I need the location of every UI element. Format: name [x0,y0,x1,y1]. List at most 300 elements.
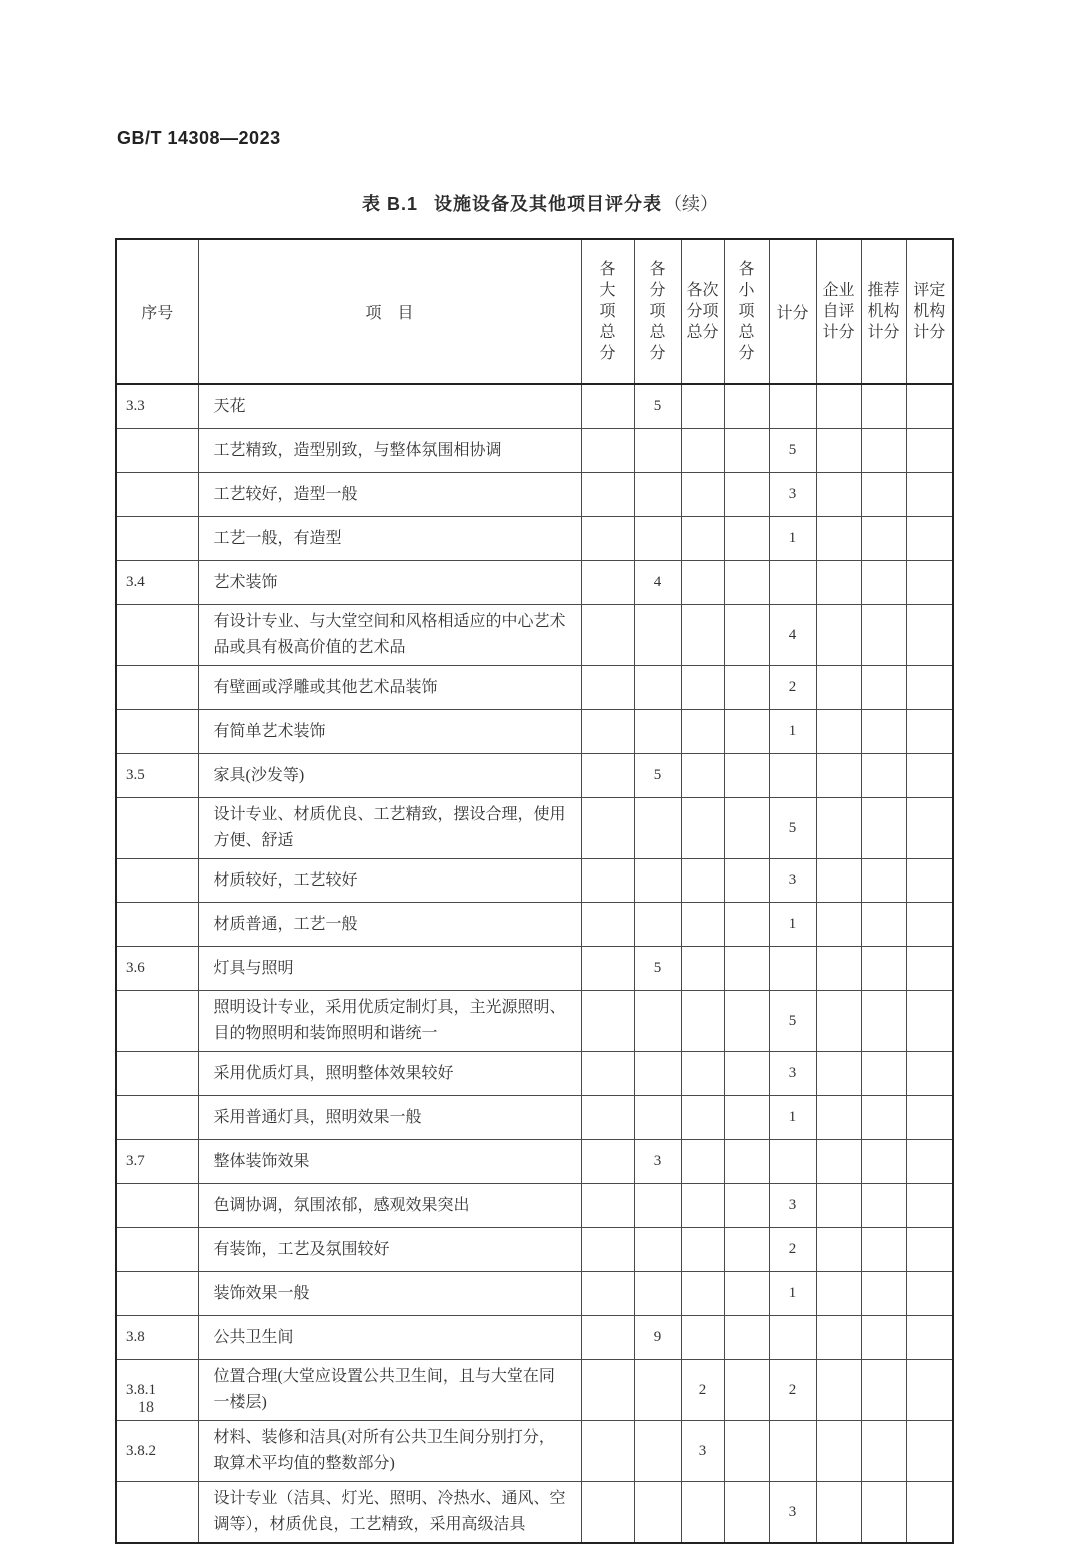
cell-major-total [581,473,634,517]
cell-assessment [906,473,953,517]
cell-minor-total [724,384,769,429]
cell-subsub-total [681,1140,724,1184]
cell-minor-total [724,754,769,798]
cell-assessment [906,517,953,561]
col-header-no: 序号 [116,239,198,384]
table-row [116,1140,953,1184]
cell-recommend [861,903,906,947]
cell-enterprise [816,517,861,561]
cell-minor-total [724,947,769,991]
cell-no: 3.8.2 [116,1421,198,1482]
cell-sub-total [634,429,681,473]
cell-subsub-total [681,384,724,429]
cell-enterprise [816,1096,861,1140]
cell-assessment [906,1360,953,1421]
cell-sub-total: 5 [634,384,681,429]
cell-item: 艺术装饰 [198,561,581,605]
cell-no [116,1052,198,1096]
header-line: 自评 [822,303,855,320]
cell-assessment [906,1052,953,1096]
cell-no [116,666,198,710]
cell-no [116,1184,198,1228]
cell-enterprise [816,429,861,473]
cell-sub-total [634,798,681,859]
col-header-subsub-total [681,239,724,384]
cell-item: 工艺较好，造型一般 [198,473,581,517]
cell-major-total [581,1316,634,1360]
col-header-recommend [861,239,906,384]
cell-sub-total: 5 [634,947,681,991]
cell-item: 设计专业（洁具、灯光、照明、冷热水、通风、空调等），材质优良，工艺精致，采用高级洁具 [198,1482,581,1544]
cell-major-total [581,561,634,605]
header-line: 计分 [913,324,946,341]
header-line: 分 [599,345,616,362]
cell-assessment [906,947,953,991]
cell-assessment [906,1184,953,1228]
cell-score: 5 [769,991,816,1052]
cell-enterprise [816,1482,861,1544]
cell-sub-total [634,1228,681,1272]
cell-no [116,1272,198,1316]
cell-minor-total [724,903,769,947]
cell-no [116,473,198,517]
cell-score: 3 [769,473,816,517]
cell-sub-total [634,1272,681,1316]
cell-major-total [581,1184,634,1228]
cell-no: 3.4 [116,561,198,605]
cell-enterprise [816,473,861,517]
cell-score: 5 [769,429,816,473]
cell-assessment [906,1482,953,1544]
cell-no [116,710,198,754]
cell-no: 3.7 [116,1140,198,1184]
cell-no [116,1482,198,1544]
cell-sub-total [634,666,681,710]
cell-enterprise [816,1140,861,1184]
cell-major-total [581,798,634,859]
cell-recommend [861,947,906,991]
table-row [116,1052,953,1096]
cell-item: 工艺一般，有造型 [198,517,581,561]
col-header-major-total [581,239,634,384]
table-row [116,429,953,473]
cell-enterprise [816,754,861,798]
table-title-text: 设施设备及其他项目评分表 [434,194,662,214]
header-line: 推荐 [867,282,900,299]
cell-recommend [861,754,906,798]
cell-sub-total [634,473,681,517]
cell-enterprise [816,1272,861,1316]
cell-score: 1 [769,517,816,561]
cell-sub-total: 3 [634,1140,681,1184]
cell-no [116,903,198,947]
cell-score: 3 [769,1052,816,1096]
page-number: 18 [138,1399,154,1416]
header-line: 项 [649,303,666,320]
cell-no [116,605,198,666]
table-row [116,1228,953,1272]
cell-minor-total [724,561,769,605]
cell-recommend [861,517,906,561]
header-line: 计分 [867,324,900,341]
cell-enterprise [816,605,861,666]
cell-sub-total [634,991,681,1052]
cell-assessment [906,1228,953,1272]
cell-subsub-total [681,561,724,605]
cell-recommend [861,1316,906,1360]
table-row [116,517,953,561]
cell-no: 3.8.1 [116,1360,198,1421]
cell-recommend [861,1421,906,1482]
table-row [116,798,953,859]
cell-recommend [861,1052,906,1096]
header-line: 分项 [686,303,719,320]
cell-recommend [861,666,906,710]
cell-minor-total [724,1140,769,1184]
cell-recommend [861,710,906,754]
cell-subsub-total [681,1272,724,1316]
col-header-assessment [906,239,953,384]
cell-item: 工艺精致，造型别致，与整体氛围相协调 [198,429,581,473]
cell-subsub-total: 3 [681,1421,724,1482]
cell-major-total [581,710,634,754]
cell-assessment [906,384,953,429]
cell-subsub-total [681,710,724,754]
cell-score [769,754,816,798]
cell-major-total [581,1272,634,1316]
cell-item: 材质较好，工艺较好 [198,859,581,903]
cell-enterprise [816,1360,861,1421]
header-line: 分 [649,282,666,299]
cell-item: 灯具与照明 [198,947,581,991]
cell-subsub-total [681,1316,724,1360]
cell-enterprise [816,384,861,429]
cell-minor-total [724,605,769,666]
table-row [116,384,953,429]
cell-recommend [861,1482,906,1544]
cell-item: 有简单艺术装饰 [198,710,581,754]
cell-subsub-total: 2 [681,1360,724,1421]
table-row [116,561,953,605]
cell-recommend [861,384,906,429]
cell-recommend [861,991,906,1052]
cell-score: 1 [769,710,816,754]
cell-assessment [906,605,953,666]
cell-item: 材质普通，工艺一般 [198,903,581,947]
score-table-body [116,384,953,1543]
header-line: 项 [599,303,616,320]
cell-score: 1 [769,1272,816,1316]
cell-enterprise [816,666,861,710]
cell-subsub-total [681,517,724,561]
cell-minor-total [724,1184,769,1228]
cell-item: 采用普通灯具，照明效果一般 [198,1096,581,1140]
cell-assessment [906,859,953,903]
cell-subsub-total [681,754,724,798]
table-row [116,947,953,991]
cell-sub-total [634,1360,681,1421]
cell-sub-total: 4 [634,561,681,605]
cell-major-total [581,991,634,1052]
cell-minor-total [724,473,769,517]
table-row [116,473,953,517]
cell-subsub-total [681,859,724,903]
cell-minor-total [724,798,769,859]
cell-sub-total [634,1052,681,1096]
table-row [116,1096,953,1140]
cell-score: 3 [769,1184,816,1228]
cell-minor-total [724,517,769,561]
cell-recommend [861,473,906,517]
standard-code: GB/T 14308—2023 [117,128,281,148]
col-header-item: 项 目 [198,239,581,384]
cell-item: 整体装饰效果 [198,1140,581,1184]
cell-subsub-total [681,991,724,1052]
cell-subsub-total [681,1228,724,1272]
cell-item: 有装饰，工艺及氛围较好 [198,1228,581,1272]
cell-assessment [906,1140,953,1184]
cell-minor-total [724,1316,769,1360]
cell-recommend [861,1272,906,1316]
header-line: 总 [649,324,666,341]
header-row [116,239,953,384]
header-line: 总分 [686,324,719,341]
cell-minor-total [724,1272,769,1316]
header-line: 大 [599,282,616,299]
header-line: 各 [649,261,666,278]
header-line: 各 [599,261,616,278]
cell-item: 材料、装修和洁具(对所有公共卫生间分别打分，取算术平均值的整数部分) [198,1421,581,1482]
cell-item: 天花 [198,384,581,429]
cell-score: 2 [769,1228,816,1272]
header-line: 分 [738,345,755,362]
cell-enterprise [816,903,861,947]
col-header-minor-total [724,239,769,384]
cell-score [769,561,816,605]
cell-minor-total [724,1482,769,1544]
cell-sub-total [634,1096,681,1140]
cell-item: 有设计专业、与大堂空间和风格相适应的中心艺术品或具有极高价值的艺术品 [198,605,581,666]
cell-no [116,859,198,903]
cell-major-total [581,1140,634,1184]
cell-major-total [581,1228,634,1272]
cell-score [769,1316,816,1360]
cell-score [769,1421,816,1482]
cell-subsub-total [681,798,724,859]
cell-enterprise [816,1316,861,1360]
header-line: 企业 [822,282,855,299]
cell-item: 色调协调，氛围浓郁，感观效果突出 [198,1184,581,1228]
cell-sub-total [634,517,681,561]
cell-major-total [581,429,634,473]
cell-subsub-total [681,666,724,710]
cell-score: 1 [769,903,816,947]
cell-subsub-total [681,605,724,666]
cell-enterprise [816,947,861,991]
table-title-continued: （续） [664,194,718,214]
cell-item: 公共卫生间 [198,1316,581,1360]
table-row [116,605,953,666]
cell-recommend [861,429,906,473]
cell-subsub-total [681,1482,724,1544]
cell-major-total [581,859,634,903]
cell-assessment [906,754,953,798]
table-row [116,710,953,754]
cell-subsub-total [681,1184,724,1228]
header-line: 评定 [913,282,946,299]
cell-subsub-total [681,947,724,991]
cell-enterprise [816,1421,861,1482]
header-line: 小 [738,282,755,299]
cell-score: 2 [769,1360,816,1421]
cell-enterprise [816,1184,861,1228]
cell-item: 装饰效果一般 [198,1272,581,1316]
cell-minor-total [724,1421,769,1482]
cell-major-total [581,754,634,798]
table-row [116,1184,953,1228]
cell-no [116,798,198,859]
header-line: 分 [649,345,666,362]
cell-score [769,384,816,429]
header-line: 项 [738,303,755,320]
table-row [116,1482,953,1544]
header-line: 各次 [686,282,719,299]
cell-enterprise [816,798,861,859]
cell-sub-total [634,710,681,754]
cell-no: 3.8 [116,1316,198,1360]
table-row [116,1272,953,1316]
cell-subsub-total [681,903,724,947]
cell-subsub-total [681,429,724,473]
header-line: 各 [738,261,755,278]
table-row [116,754,953,798]
cell-major-total [581,666,634,710]
cell-major-total [581,384,634,429]
cell-item: 位置合理(大堂应设置公共卫生间，且与大堂在同一楼层) [198,1360,581,1421]
cell-item: 设计专业、材质优良、工艺精致，摆设合理，使用方便、舒适 [198,798,581,859]
cell-major-total [581,1360,634,1421]
cell-major-total [581,605,634,666]
cell-minor-total [724,429,769,473]
table-row [116,1316,953,1360]
cell-no [116,1228,198,1272]
cell-enterprise [816,710,861,754]
table-row [116,859,953,903]
cell-score: 3 [769,859,816,903]
cell-assessment [906,666,953,710]
cell-major-total [581,517,634,561]
score-table-header [116,239,953,384]
cell-sub-total [634,1482,681,1544]
cell-no: 3.3 [116,384,198,429]
cell-sub-total: 9 [634,1316,681,1360]
cell-assessment [906,429,953,473]
cell-assessment [906,1421,953,1482]
cell-minor-total [724,710,769,754]
cell-minor-total [724,1228,769,1272]
cell-major-total [581,1482,634,1544]
cell-enterprise [816,991,861,1052]
cell-subsub-total [681,1096,724,1140]
cell-score [769,1140,816,1184]
cell-minor-total [724,991,769,1052]
cell-recommend [861,1096,906,1140]
cell-recommend [861,605,906,666]
cell-recommend [861,1360,906,1421]
cell-major-total [581,1421,634,1482]
header-line: 计分 [822,324,855,341]
score-table [115,238,954,1544]
cell-minor-total [724,1052,769,1096]
table-row [116,1360,953,1421]
col-header-enterprise [816,239,861,384]
cell-item: 采用优质灯具，照明整体效果较好 [198,1052,581,1096]
cell-recommend [861,1184,906,1228]
table-row [116,903,953,947]
cell-item: 照明设计专业，采用优质定制灯具，主光源照明、目的物照明和装饰照明和谐统一 [198,991,581,1052]
cell-no: 3.6 [116,947,198,991]
cell-sub-total [634,1421,681,1482]
cell-minor-total [724,1360,769,1421]
header-line: 总 [599,324,616,341]
cell-assessment [906,1096,953,1140]
cell-major-total [581,1052,634,1096]
table-row [116,666,953,710]
cell-sub-total: 5 [634,754,681,798]
table-row [116,1421,953,1482]
cell-no [116,991,198,1052]
table-title-number: 表 B.1 [361,194,418,214]
cell-item: 家具(沙发等) [198,754,581,798]
cell-no [116,429,198,473]
cell-enterprise [816,561,861,605]
cell-minor-total [724,859,769,903]
cell-recommend [861,798,906,859]
cell-recommend [861,1228,906,1272]
cell-item: 有壁画或浮雕或其他艺术品装饰 [198,666,581,710]
cell-minor-total [724,1096,769,1140]
cell-score: 3 [769,1482,816,1544]
cell-score [769,947,816,991]
cell-score: 1 [769,1096,816,1140]
cell-score: 4 [769,605,816,666]
cell-no [116,1096,198,1140]
cell-subsub-total [681,473,724,517]
cell-score: 2 [769,666,816,710]
cell-sub-total [634,605,681,666]
cell-no [116,517,198,561]
cell-enterprise [816,1052,861,1096]
cell-recommend [861,561,906,605]
cell-major-total [581,903,634,947]
cell-sub-total [634,903,681,947]
table-title [0,190,1080,216]
cell-enterprise [816,859,861,903]
cell-no: 3.5 [116,754,198,798]
cell-score: 5 [769,798,816,859]
cell-recommend [861,1140,906,1184]
cell-assessment [906,710,953,754]
col-header-score: 计分 [769,239,816,384]
header-line: 总 [738,324,755,341]
cell-major-total [581,947,634,991]
cell-recommend [861,859,906,903]
cell-minor-total [724,666,769,710]
header-line: 机构 [913,303,946,320]
cell-assessment [906,1316,953,1360]
cell-assessment [906,903,953,947]
cell-sub-total [634,859,681,903]
